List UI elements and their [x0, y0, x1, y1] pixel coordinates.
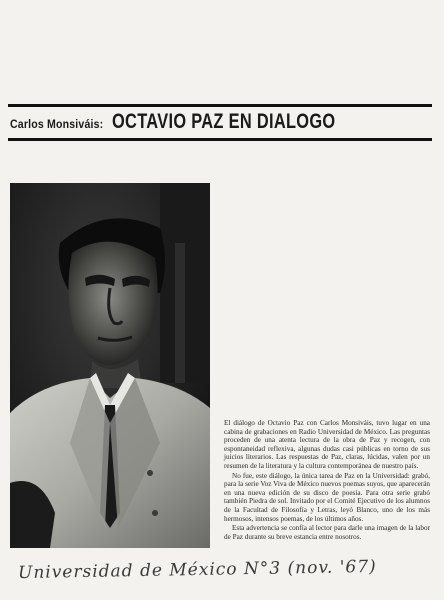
article-body [224, 419, 430, 542]
handwritten-annotation [14, 554, 434, 590]
bottom-rule [8, 138, 432, 141]
paragraph: No fue, este diálogo, la única tarea de Paz en la Universidad: grabó, para la serie Voz Viva de México nuevos poemas suyos, que aparecerán en una nueva edición de su disco de poesía. Para otra serie grabó también Piedra de sol. Invitado por el Comité Ejecutivo de los alumnos de la Facultad de Filosofía y Letras, leyó Blanco, uno de los más hermosos, intensos poemas, de los últimos años. [224, 471, 430, 523]
top-rule [8, 104, 432, 107]
article-title: OCTAVIO PAZ EN DIALOGO [112, 110, 336, 133]
paragraph: Esta advertencia se confía al lector para darle una imagen de la labor de Paz durante su breve estancia entre nosotros. [224, 524, 430, 541]
handwritten-source-note: Universidad de México N°3 (nov. '67) [17, 556, 377, 584]
author-name: Carlos Monsiváis: [10, 117, 104, 131]
portrait-photo [10, 183, 210, 548]
paragraph: El diálogo de Octavio Paz con Carlos Monsiváis, tuvo lugar en una cabina de grabaciones en Radio Universidad de México. Las preguntas proceden de una atenta lectura de la obra de Paz y recogen, con espontaneidad reflexiva, algunas dudas casi públicas en torno de sus juicios literarios. Las respuestas de Paz, claras, lúcidas, valen por un resumen de la literatura y la cultura contemporánea de nuestro país. [224, 419, 430, 470]
headline [10, 110, 434, 138]
